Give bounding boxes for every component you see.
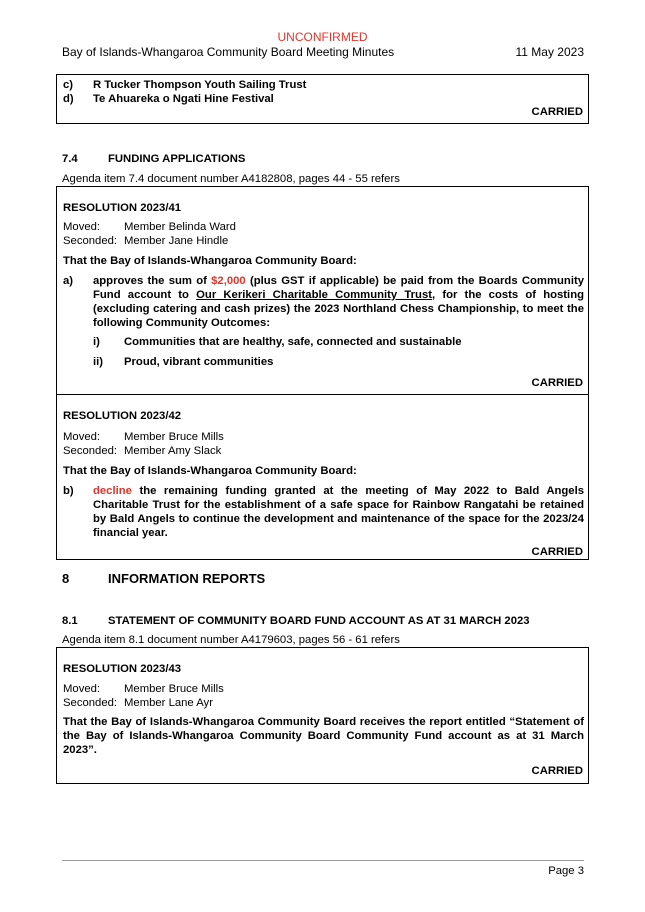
- unconfirmed-label: UNCONFIRMED: [277, 30, 368, 44]
- footer-divider: [62, 860, 584, 861]
- agenda-reference: Agenda item 8.1 document number A4179603, pages 56 - 61 refers: [62, 634, 400, 646]
- resolution-box-41-42: [56, 186, 589, 560]
- moved-member: Member Bruce Mills: [124, 431, 224, 443]
- resolution-intro: That the Bay of Islands-Whangaroa Community Board:: [63, 465, 357, 477]
- carried-label: CARRIED: [531, 546, 583, 558]
- section-title: FUNDING APPLICATIONS: [108, 153, 246, 165]
- funding-amount: $2,000: [211, 275, 246, 287]
- section-number: 7.4: [62, 153, 78, 165]
- seconded-label: Seconded:: [63, 697, 118, 709]
- seconded-label: Seconded:: [63, 235, 118, 247]
- moved-label: Moved:: [63, 221, 101, 233]
- section-title: STATEMENT OF COMMUNITY BOARD FUND ACCOUNT AS AT 31 MARCH 2023: [108, 615, 530, 627]
- trust-name: Our Kerikeri Charitable Community Trust: [196, 289, 432, 301]
- clause-text-part: , for the costs of hosting (excluding catering and cash prizes) the 2023 Northland Chess Championship, to meet the following Community Outcomes:: [93, 289, 584, 329]
- resolution-divider: [56, 394, 589, 395]
- previous-resolution-box: [56, 74, 589, 124]
- clause-text-part: the remaining funding granted at the meeting of May 2022 to Bald Angels Charitable Trust for the establishment of a safe space for Rainbow Rangatahi be retained by Bald Angels to continue the development and maintenance of the space for the 2023/24 financial year.: [93, 485, 584, 539]
- list-item-marker: c): [63, 79, 74, 91]
- seconded-member: Member Amy Slack: [124, 445, 222, 457]
- document-date: 11 May 2023: [515, 45, 584, 59]
- seconded-member: Member Jane Hindle: [124, 235, 229, 247]
- decline-word: decline: [93, 485, 132, 497]
- section-number: 8: [62, 571, 70, 586]
- seconded-label: Seconded:: [63, 445, 118, 457]
- resolution-title: RESOLUTION 2023/43: [63, 663, 182, 675]
- moved-member: Member Bruce Mills: [124, 683, 224, 695]
- seconded-member: Member Lane Ayr: [124, 697, 213, 709]
- agenda-reference: Agenda item 7.4 document number A4182808, pages 44 - 55 refers: [62, 173, 400, 185]
- clause-text-part: (plus GST if applicable) be paid from the Boards Community Fund account to: [93, 275, 585, 301]
- moved-member: Member Belinda Ward: [124, 221, 236, 233]
- outcome-marker: i): [93, 336, 100, 348]
- outcome-item: Proud, vibrant communities: [124, 356, 274, 368]
- list-item: Te Ahuareka o Ngati Hine Festival: [93, 93, 274, 105]
- clause-marker: b): [63, 485, 74, 497]
- list-item-marker: d): [63, 93, 74, 105]
- clause-text-part: approves the sum of: [93, 275, 212, 287]
- resolution-text: That the Bay of Islands-Whangaroa Community Board receives the report entitled “Statement of the Bay of Islands-Whangaroa Community Board Community Fund account as at 31 March 2023”.: [63, 716, 584, 756]
- document-title: Bay of Islands-Whangaroa Community Board Meeting Minutes: [62, 45, 395, 59]
- outcome-item: Communities that are healthy, safe, connected and sustainable: [124, 336, 462, 348]
- carried-label: CARRIED: [531, 377, 583, 389]
- resolution-title: RESOLUTION 2023/42: [63, 410, 182, 422]
- resolution-intro: That the Bay of Islands-Whangaroa Community Board:: [63, 255, 357, 267]
- clause-text: [93, 274, 584, 330]
- section-number: 8.1: [62, 615, 78, 627]
- carried-label: CARRIED: [531, 106, 583, 118]
- page-number: Page 3: [548, 865, 584, 877]
- carried-label: CARRIED: [531, 765, 583, 777]
- clause-marker: a): [63, 275, 74, 287]
- outcome-marker: ii): [93, 356, 104, 368]
- list-item: R Tucker Thompson Youth Sailing Trust: [93, 79, 307, 91]
- section-title: INFORMATION REPORTS: [108, 571, 266, 586]
- resolution-title: RESOLUTION 2023/41: [63, 202, 182, 214]
- resolution-box-43: [56, 647, 589, 784]
- moved-label: Moved:: [63, 431, 101, 443]
- moved-label: Moved:: [63, 683, 101, 695]
- clause-text: [93, 484, 584, 540]
